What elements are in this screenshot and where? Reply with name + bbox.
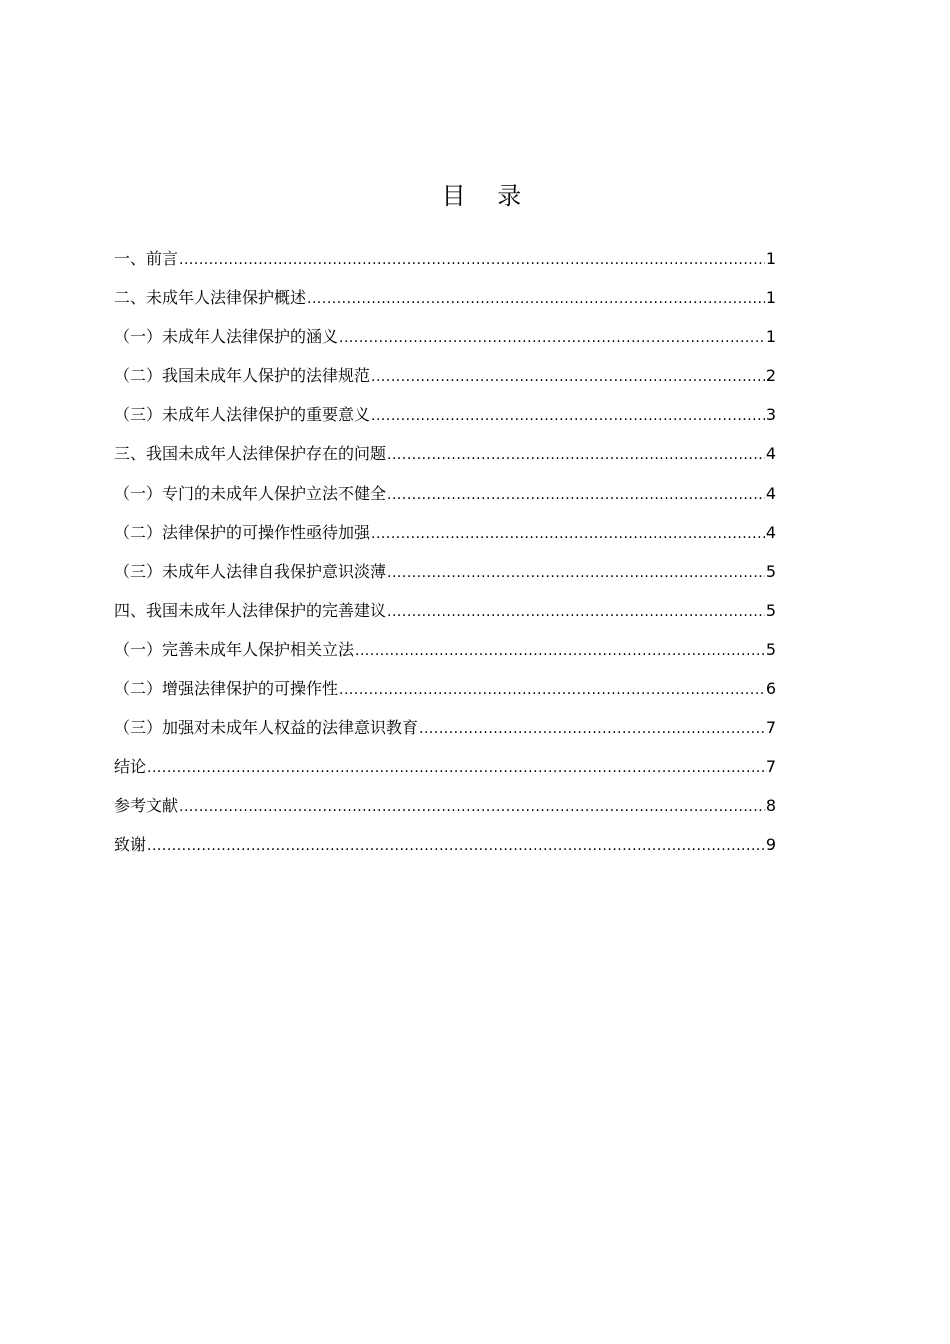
toc-entry-page: 5 — [765, 600, 776, 620]
toc-entry[interactable] — [114, 671, 776, 710]
toc-entry[interactable] — [114, 788, 776, 827]
toc-entry-label: 致谢 — [114, 835, 147, 855]
toc-entry-page: 1 — [765, 288, 776, 308]
toc-entry-label: （一）未成年人法律保护的涵义 — [114, 327, 339, 347]
toc-entry[interactable] — [114, 358, 776, 397]
toc-entry-label: 二、未成年人法律保护概述 — [114, 288, 307, 308]
toc-leader-dots — [387, 477, 765, 513]
toc-entry-page: 7 — [765, 757, 776, 777]
toc-entry-label: 四、我国未成年人法律保护的完善建议 — [114, 600, 387, 620]
toc-leader-dots — [387, 594, 765, 630]
toc-list — [114, 241, 776, 867]
toc-leader-dots — [179, 789, 765, 825]
toc-entry[interactable] — [114, 515, 776, 554]
toc-entry[interactable] — [114, 749, 776, 788]
toc-entry-page: 4 — [765, 444, 776, 464]
toc-leader-dots — [339, 320, 765, 356]
toc-leader-dots — [147, 828, 765, 864]
toc-entry-page: 4 — [765, 483, 776, 503]
toc-leader-dots — [371, 359, 765, 395]
toc-entry[interactable] — [114, 827, 776, 866]
toc-entry[interactable] — [114, 280, 776, 319]
toc-entry-page: 9 — [765, 835, 776, 855]
toc-leader-dots — [147, 750, 765, 786]
toc-entry-page: 6 — [765, 679, 776, 699]
toc-entry-label: （一）完善未成年人保护相关立法 — [114, 639, 355, 659]
toc-entry[interactable] — [114, 436, 776, 475]
toc-entry-label: 结论 — [114, 757, 147, 777]
toc-entry-page: 7 — [765, 718, 776, 738]
toc-entry[interactable] — [114, 554, 776, 593]
toc-leader-dots — [371, 516, 765, 552]
toc-leader-dots — [419, 711, 765, 747]
toc-entry-label: 参考文献 — [114, 796, 179, 816]
toc-title: 目 录 — [441, 182, 534, 210]
toc-leader-dots — [387, 555, 765, 591]
toc-entry-label: 三、我国未成年人法律保护存在的问题 — [114, 444, 387, 464]
toc-entry-label: 一、前言 — [114, 249, 179, 268]
toc-entry-label: （三）加强对未成年人权益的法律意识教育 — [114, 718, 419, 738]
toc-entry[interactable] — [114, 710, 776, 749]
toc-entry[interactable] — [114, 632, 776, 671]
toc-leader-dots — [371, 398, 765, 434]
toc-entry-page: 5 — [765, 639, 776, 659]
toc-entry[interactable] — [114, 397, 776, 436]
toc-entry[interactable] — [114, 241, 776, 280]
toc-entry-page: 1 — [765, 249, 776, 268]
toc-entry-page: 1 — [765, 327, 776, 347]
toc-entry[interactable] — [114, 319, 776, 358]
toc-entry-label: （二）我国未成年人保护的法律规范 — [114, 366, 371, 386]
toc-entry-label: （二）法律保护的可操作性亟待加强 — [114, 522, 371, 542]
toc-entry-page: 3 — [765, 405, 776, 425]
toc-leader-dots — [307, 281, 765, 317]
toc-entry-page: 8 — [765, 796, 776, 816]
toc-leader-dots — [179, 242, 765, 278]
toc-entry-label: （二）增强法律保护的可操作性 — [114, 679, 339, 699]
toc-entry[interactable] — [114, 476, 776, 515]
toc-entry-label: （一）专门的未成年人保护立法不健全 — [114, 483, 387, 503]
toc-leader-dots — [339, 672, 765, 708]
toc-entry-page: 4 — [765, 522, 776, 542]
toc-entry-label: （三）未成年人法律自我保护意识淡薄 — [114, 561, 387, 581]
toc-entry-page: 2 — [765, 366, 776, 386]
toc-entry[interactable] — [114, 593, 776, 632]
toc-leader-dots — [355, 633, 765, 669]
toc-entry-label: （三）未成年人法律保护的重要意义 — [114, 405, 371, 425]
toc-leader-dots — [387, 437, 765, 473]
toc-entry-page: 5 — [765, 561, 776, 581]
